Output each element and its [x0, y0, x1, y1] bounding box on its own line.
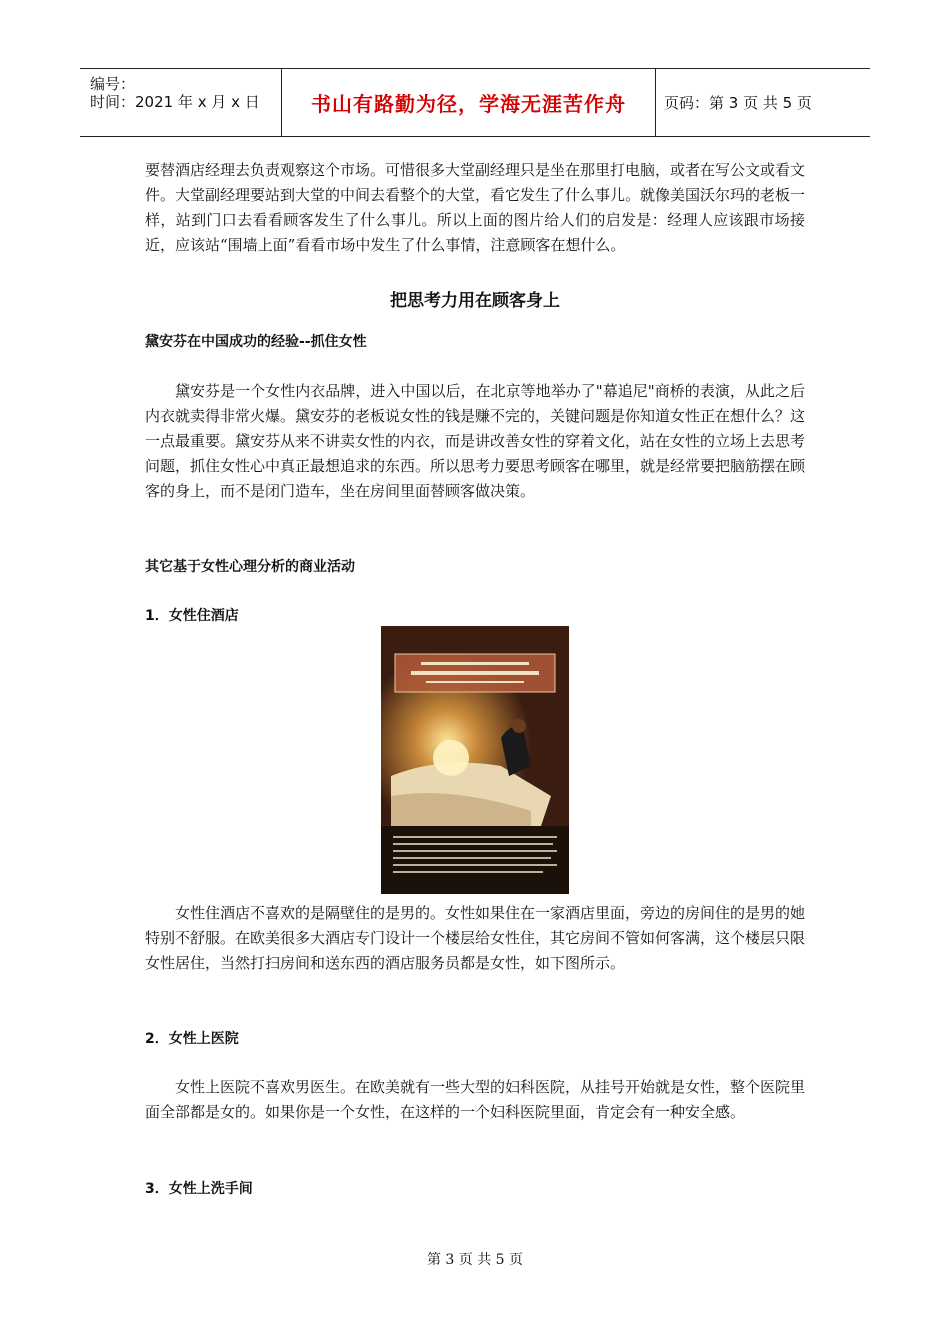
item1-paragraph: 女性住酒店不喜欢的是隔壁住的是男的。女性如果住在一家酒店里面，旁边的房间住的是男的她特别不舒服。在欧美很多大酒店专门设计一个楼层给女性住，其它房间不管如何客满，这个楼层只限女性居住，当然打扫房间和送东西的酒店服务员都是女性，如下图所示。 [145, 904, 806, 972]
item3-heading: 3．女性上洗手间 [145, 1181, 253, 1197]
page-footer: 第 3 页 共 5 页 [426, 1252, 524, 1268]
header-table [80, 68, 870, 137]
time-label: 时间：2021 年 x 月 x 日 [90, 93, 260, 111]
intro-paragraph: 要替酒店经理去负责观察这个市场。可惜很多大堂副经理只是坐在那里打电脑，或者在写公文或看文件。大堂副经理要站到大堂的中间去看整个的大堂，看它发生了什么事儿。就像美国沃尔玛的老板一样，站到门口去看看顾客发生了什么事儿。所以上面的图片给人们的启发是：经理人应该跟市场接近，应该站“围墙上面”看看市场中发生了什么事情，注意顾客在想什么。 [145, 161, 806, 254]
number-label: 编号： [90, 75, 136, 93]
header-motto-cell [282, 69, 656, 136]
item2-paragraph: 女性上医院不喜欢男医生。在欧美就有一些大型的妇科医院，从挂号开始就是女性，整个医院里面全部都是女的。如果你是一个女性，在这样的一个妇科医院里面，肯定会有一种安全感。 [145, 1078, 806, 1121]
item1-heading: 1．女性住酒店 [145, 608, 239, 624]
hotel-maid-photo [381, 626, 569, 894]
daianfen-heading: 黛安芬在中国成功的经验--抓住女性 [145, 334, 367, 350]
page-info: 页码：第 3 页 共 5 页 [664, 94, 812, 112]
section-title: 把思考力用在顾客身上 [390, 291, 560, 311]
item2-heading: 2．女性上医院 [145, 1031, 239, 1047]
motto-text: 书山有路勤为径，学海无涯苦作舟 [311, 92, 626, 116]
other-activities-heading: 其它基于女性心理分析的商业活动 [145, 559, 355, 575]
header-meta-cell [80, 69, 282, 136]
daianfen-paragraph: 黛安芬是一个女性内衣品牌，进入中国以后，在北京等地举办了"幕追尼"商桥的表演，从此之后内衣就卖得非常火爆。黛安芬的老板说女性的钱是赚不完的，关键问题是你知道女性正在想什么？这一点最重要。黛安芬从来不讲卖女性的内衣，而是讲改善女性的穿着文化，站在女性的立场上去思考问题，抓住女性心中真正最想追求的东西。所以思考力要思考顾客在哪里，就是经常要把脑筋摆在顾客的身上，而不是闭门造车，坐在房间里面替顾客做决策。 [145, 382, 806, 500]
